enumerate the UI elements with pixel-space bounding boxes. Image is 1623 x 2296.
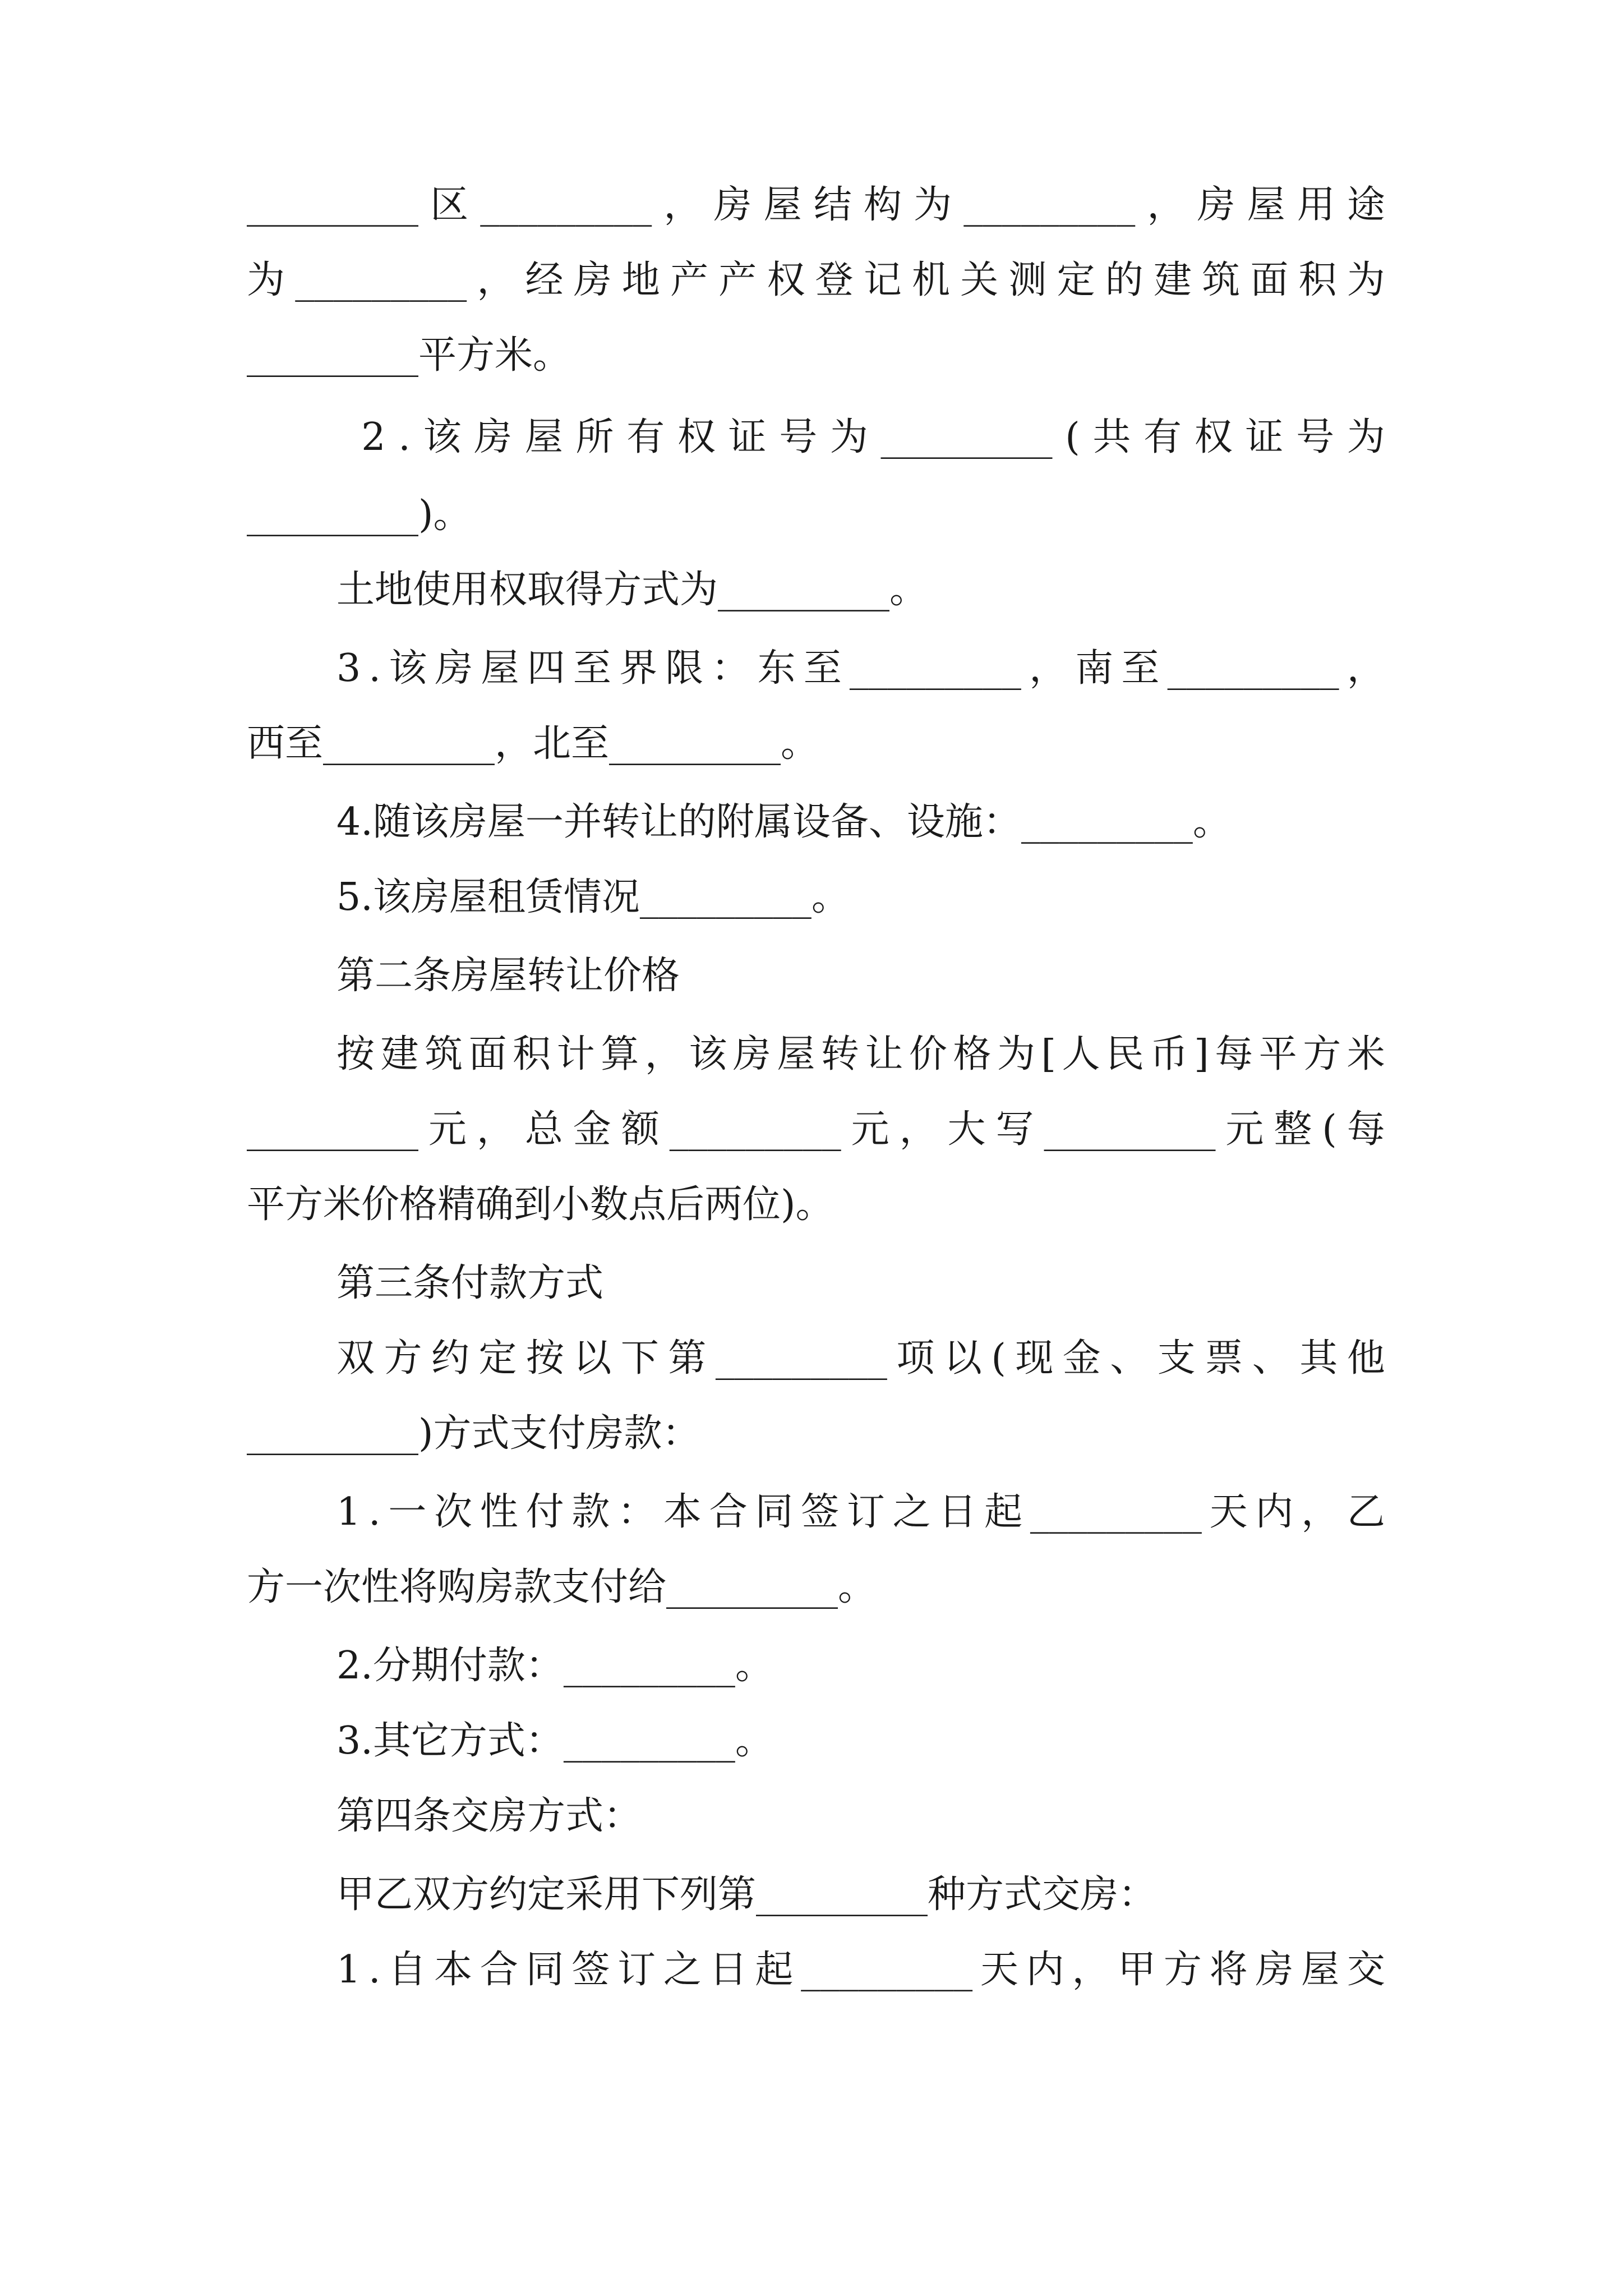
glyph: 东 xyxy=(757,646,796,691)
glyph: 记 xyxy=(863,258,902,302)
glyph: 让 xyxy=(865,1032,903,1076)
glyph: ， xyxy=(476,1107,515,1152)
glyph: 款 xyxy=(571,1490,610,1534)
glyph: 将 xyxy=(1209,1948,1248,1992)
glyph: 为 xyxy=(1347,415,1385,459)
glyph: 天 xyxy=(1209,1490,1248,1534)
glyph: 金 xyxy=(573,1107,611,1152)
glyph: 之 xyxy=(663,1948,702,1992)
glyph: 日 xyxy=(709,1948,748,1992)
text-line-9: 4.随该房屋一并转让的附属设备、设施：_________。 xyxy=(336,800,1231,844)
glyph: 人 xyxy=(1062,1032,1100,1076)
glyph: 为 xyxy=(1347,258,1385,302)
glyph: 该 xyxy=(389,646,427,691)
glyph: 每 xyxy=(1347,1107,1385,1152)
blank-field: _________ xyxy=(295,258,467,302)
glyph: ， xyxy=(663,183,702,227)
glyph: 元 xyxy=(1225,1107,1264,1152)
glyph: 房 xyxy=(573,258,612,302)
glyph: 合 xyxy=(479,1948,518,1992)
glyph: 支 xyxy=(1157,1336,1196,1381)
glyph: 定 xyxy=(478,1336,517,1381)
glyph: 积 xyxy=(1298,258,1337,302)
glyph: 方 xyxy=(384,1336,422,1381)
glyph: 他 xyxy=(1347,1336,1385,1381)
glyph: 房 xyxy=(1197,183,1235,227)
text-line-18 xyxy=(336,1474,1385,1550)
glyph: 面 xyxy=(468,1032,507,1076)
glyph: ： xyxy=(711,646,750,691)
glyph: 地 xyxy=(621,258,660,302)
glyph: . xyxy=(398,415,411,459)
glyph: 至 xyxy=(573,646,611,691)
glyph: 筑 xyxy=(1202,258,1241,302)
glyph: 所 xyxy=(575,415,614,459)
text-line-16 xyxy=(336,1320,1385,1397)
glyph: 之 xyxy=(892,1490,931,1534)
glyph: 总 xyxy=(524,1107,563,1152)
glyph: 至 xyxy=(1121,646,1160,691)
glyph: 区 xyxy=(430,183,469,227)
blank-field: _________ xyxy=(669,1107,841,1152)
glyph: ， xyxy=(1147,183,1186,227)
glyph: 结 xyxy=(813,183,852,227)
glyph: 方 xyxy=(1303,1032,1341,1076)
glyph: 元 xyxy=(428,1107,467,1152)
glyph: 起 xyxy=(984,1490,1023,1534)
blank-field: _________ xyxy=(715,1336,887,1381)
glyph: 证 xyxy=(1245,415,1284,459)
glyph: ： xyxy=(617,1490,656,1534)
text-line-12 xyxy=(336,1016,1385,1093)
glyph: 1 xyxy=(336,1490,361,1534)
glyph: . xyxy=(368,1490,381,1534)
glyph: 关 xyxy=(960,258,999,302)
glyph: 屋 xyxy=(1301,1948,1340,1992)
glyph: 计 xyxy=(556,1032,595,1076)
glyph: 证 xyxy=(728,415,767,459)
glyph: 该 xyxy=(689,1032,727,1076)
glyph: 签 xyxy=(801,1490,840,1534)
glyph: 的 xyxy=(1105,258,1144,302)
glyph: 3 xyxy=(336,646,361,691)
glyph: 筑 xyxy=(425,1032,463,1076)
glyph: ， xyxy=(1301,1490,1340,1534)
glyph: 屋 xyxy=(481,646,519,691)
text-line-19: 方一次性将购房款支付给_________。 xyxy=(247,1565,877,1609)
glyph: 方 xyxy=(1163,1948,1202,1992)
glyph: 天 xyxy=(980,1948,1018,1992)
text-line-2 xyxy=(247,242,1385,319)
glyph: [ xyxy=(1041,1032,1057,1076)
glyph: ( xyxy=(1065,415,1080,459)
glyph: 共 xyxy=(1092,415,1131,459)
text-line-8: 西至_________，北至_________。 xyxy=(247,721,819,766)
glyph: 同 xyxy=(525,1948,564,1992)
glyph: 为 xyxy=(997,1032,1035,1076)
text-line-17: _________)方式支付房款： xyxy=(247,1411,700,1456)
glyph: 四 xyxy=(527,646,565,691)
blank-field: _________ xyxy=(963,183,1136,227)
glyph: 权 xyxy=(677,415,716,459)
glyph: 额 xyxy=(621,1107,660,1152)
glyph: 转 xyxy=(820,1032,859,1076)
glyph: 、 xyxy=(1252,1336,1290,1381)
blank-field: _________ xyxy=(1167,646,1339,691)
text-line-5: _________)。 xyxy=(247,493,472,537)
glyph: 登 xyxy=(815,258,854,302)
blank-field: _________ xyxy=(801,1948,973,1992)
glyph: 测 xyxy=(1008,258,1047,302)
glyph: 内 xyxy=(1026,1948,1064,1992)
glyph: 其 xyxy=(1299,1336,1338,1381)
glyph: 房 xyxy=(435,646,473,691)
glyph: 机 xyxy=(912,258,951,302)
glyph: 房 xyxy=(1255,1948,1294,1992)
glyph: 以 xyxy=(573,1336,612,1381)
text-line-14: 平方米价格精确到小数点后两位)。 xyxy=(247,1182,834,1227)
glyph: 经 xyxy=(525,258,564,302)
glyph: ， xyxy=(1029,646,1068,691)
glyph: 建 xyxy=(1153,258,1192,302)
glyph: 号 xyxy=(779,415,818,459)
glyph: 房 xyxy=(474,415,513,459)
glyph: 签 xyxy=(571,1948,610,1992)
glyph: 屋 xyxy=(777,1032,815,1076)
glyph: 民 xyxy=(1106,1032,1145,1076)
glyph: 、 xyxy=(1110,1336,1149,1381)
glyph: 格 xyxy=(953,1032,992,1076)
glyph: 内 xyxy=(1255,1490,1294,1534)
glyph: . xyxy=(368,1948,381,1992)
glyph: 房 xyxy=(713,183,752,227)
text-line-24 xyxy=(336,1932,1385,2008)
text-line-13 xyxy=(247,1092,1385,1168)
glyph: 1 xyxy=(336,1948,361,1992)
glyph: 按 xyxy=(525,1336,564,1381)
glyph: ， xyxy=(477,258,515,302)
text-line-20: 2.分期付款：_________。 xyxy=(336,1644,773,1688)
text-line-3: _________平方米。 xyxy=(247,333,571,378)
text-line-4 xyxy=(336,399,1385,476)
glyph: . xyxy=(368,646,381,691)
glyph: 币 xyxy=(1150,1032,1188,1076)
glyph: 日 xyxy=(938,1490,977,1534)
glyph: 现 xyxy=(1015,1336,1054,1381)
text-line-21: 3.其它方式：_________。 xyxy=(336,1719,773,1763)
glyph: 面 xyxy=(1250,258,1289,302)
glyph: 为 xyxy=(829,415,868,459)
glyph: 票 xyxy=(1205,1336,1243,1381)
glyph: 双 xyxy=(336,1336,375,1381)
glyph: 每 xyxy=(1215,1032,1253,1076)
glyph: 元 xyxy=(851,1107,889,1152)
glyph: 号 xyxy=(1296,415,1335,459)
glyph: 订 xyxy=(617,1948,656,1992)
glyph: 本 xyxy=(663,1490,702,1534)
glyph: 订 xyxy=(846,1490,885,1534)
text-line-6: 土地使用权取得方式为_________。 xyxy=(336,568,928,612)
glyph: 按 xyxy=(336,1032,375,1076)
glyph: 交 xyxy=(1347,1948,1385,1992)
glyph: 价 xyxy=(909,1032,947,1076)
glyph: 大 xyxy=(947,1107,986,1152)
glyph: 乙 xyxy=(1347,1490,1385,1534)
glyph: 起 xyxy=(755,1948,794,1992)
glyph: ( xyxy=(1322,1107,1337,1152)
glyph: 有 xyxy=(626,415,665,459)
glyph: 本 xyxy=(434,1948,473,1992)
glyph: 产 xyxy=(718,258,757,302)
blank-field: _________ xyxy=(1044,1107,1216,1152)
blank-field: _________ xyxy=(247,1107,418,1152)
glyph: 定 xyxy=(1057,258,1095,302)
glyph: 用 xyxy=(1297,183,1335,227)
glyph: 2 xyxy=(361,415,386,459)
glyph: 项 xyxy=(896,1336,935,1381)
glyph: 产 xyxy=(670,258,709,302)
glyph: 自 xyxy=(388,1948,427,1992)
glyph: 下 xyxy=(620,1336,659,1381)
text-line-11: 第二条房屋转让价格 xyxy=(336,954,680,998)
glyph: 合 xyxy=(709,1490,748,1534)
glyph: 限 xyxy=(665,646,704,691)
glyph: 次 xyxy=(434,1490,473,1534)
glyph: 构 xyxy=(863,183,902,227)
glyph: 南 xyxy=(1075,646,1114,691)
glyph: 一 xyxy=(388,1490,427,1534)
glyph: ( xyxy=(991,1336,1006,1381)
glyph: 性 xyxy=(479,1490,518,1534)
blank-field: _________ xyxy=(849,646,1021,691)
glyph: ， xyxy=(644,1032,683,1076)
blank-field: _________ xyxy=(247,183,418,227)
glyph: 算 xyxy=(601,1032,639,1076)
glyph: 约 xyxy=(431,1336,469,1381)
glyph: 屋 xyxy=(763,183,802,227)
glyph: 为 xyxy=(247,258,285,302)
glyph: ， xyxy=(1072,1948,1110,1992)
blank-field: _________ xyxy=(1030,1490,1202,1534)
blank-field: _________ xyxy=(880,415,1053,459)
glyph: 同 xyxy=(755,1490,794,1534)
glyph: 付 xyxy=(525,1490,564,1534)
glyph: 途 xyxy=(1347,183,1385,227)
glyph: ， xyxy=(1347,646,1385,691)
glyph: 建 xyxy=(380,1032,419,1076)
glyph: 有 xyxy=(1144,415,1182,459)
glyph: ] xyxy=(1194,1032,1209,1076)
glyph: 权 xyxy=(1194,415,1233,459)
text-line-15: 第三条付款方式 xyxy=(336,1261,604,1305)
glyph: 界 xyxy=(619,646,658,691)
glyph: 第 xyxy=(668,1336,707,1381)
glyph: 甲 xyxy=(1118,1948,1156,1992)
glyph: 该 xyxy=(423,415,462,459)
glyph: 为 xyxy=(914,183,952,227)
text-line-1 xyxy=(247,167,1385,243)
glyph: 写 xyxy=(995,1107,1034,1152)
glyph: 房 xyxy=(732,1032,771,1076)
glyph: 以 xyxy=(943,1336,982,1381)
glyph: 金 xyxy=(1062,1336,1101,1381)
glyph: 屋 xyxy=(1247,183,1285,227)
text-line-10: 5.该房屋租赁情况_________。 xyxy=(336,875,850,919)
glyph xyxy=(336,399,349,476)
glyph: 米 xyxy=(1347,1032,1385,1076)
glyph: ， xyxy=(899,1107,938,1152)
text-line-22: 第四条交房方式： xyxy=(336,1794,642,1838)
glyph: 权 xyxy=(767,258,805,302)
text-line-7 xyxy=(336,631,1385,707)
blank-field: _________ xyxy=(480,183,652,227)
text-line-23: 甲乙双方约定采用下列第_________种方式交房： xyxy=(336,1872,1157,1917)
glyph: 整 xyxy=(1274,1107,1312,1152)
glyph: 至 xyxy=(803,646,842,691)
glyph: 屋 xyxy=(524,415,563,459)
glyph: 积 xyxy=(513,1032,551,1076)
glyph: 平 xyxy=(1258,1032,1297,1076)
